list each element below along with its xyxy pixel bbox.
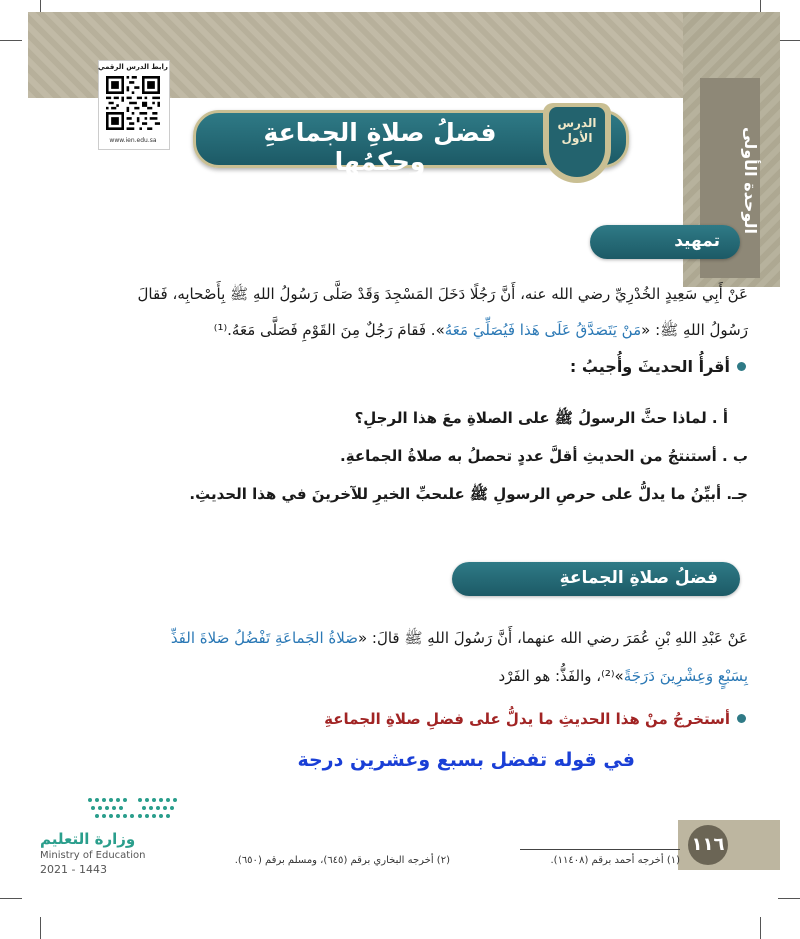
footnote-divider <box>520 849 680 850</box>
lesson-title: فضلُ صلاةِ الجماعةِ وحكمُها <box>263 118 497 176</box>
crop-mark <box>40 917 41 939</box>
crop-mark <box>0 40 22 41</box>
hadith-2-suffix: »⁽²⁾، والفَذُّ: هو الفَرْد <box>498 667 624 685</box>
ministry-name-ar: وزارة التعليم <box>40 830 136 848</box>
footnote-1: (١) أخرجه أحمد برقم (١١٤٠٨). <box>550 855 680 866</box>
ministry-name-en: Ministry of Education <box>40 850 146 861</box>
qr-url[interactable]: www.ien.edu.sa <box>109 137 157 144</box>
lesson-badge-label <box>549 116 605 146</box>
hadith-2-quote-1: صَلاةُ الجَماعَةِ تَفْضُلُ صَلاةَ الفَذِّ <box>170 629 358 647</box>
hadith-2-line1 <box>80 620 748 656</box>
edition-year: 2021 - 1443 <box>40 863 107 876</box>
crop-mark <box>778 40 800 41</box>
crop-mark <box>760 917 761 939</box>
qr-code-icon[interactable] <box>106 76 160 130</box>
hadith-1-suffix: ». فَقامَ رَجُلٌ مِنَ القَوْمِ فَصَلَّى مَعَهُ.⁽¹⁾ <box>213 321 445 339</box>
hadith-1-prefix: رَسُولُ اللهِ ﷺ: « <box>641 321 748 339</box>
task-read-answer: أقرأُ الحديثَ وأُجيبُ : <box>569 357 730 376</box>
ministry-logo-icon <box>85 795 180 825</box>
bullet-icon <box>737 362 746 371</box>
hadith-2-prefix: عَنْ عَبْدِ اللهِ بْنِ عُمَرَ رضي الله عنهما، أَنَّ رَسُولَ اللهِ ﷺ قالَ: « <box>357 629 748 647</box>
lesson-badge-line1: الدرس <box>557 116 597 130</box>
question-b: ب . أستنتجُ من الحديثِ أقلَّ عددٍ تحصلُ به صلاةُ الجماعةِ. <box>340 447 748 465</box>
footnote-2: (٢) أخرجه البخاري برقم (٦٤٥)، ومسلم برقم (٦٥٠). <box>234 855 450 866</box>
hadith-2-quote-2: بِسَبْعٍ وَعِشْرِينَ دَرَجَةً <box>623 667 748 685</box>
qr-label: رابط الدرس الرقمي <box>98 63 168 71</box>
section-heading-virtue: فضلُ صلاةِ الجماعةِ <box>559 568 718 588</box>
hadith-1-quote: مَنْ يَتَصَدَّقُ عَلَى هَذا فَيُصَلِّيَ مَعَهُ <box>444 321 642 339</box>
section-heading-intro: تمهيد <box>674 231 720 251</box>
bullet-icon <box>737 714 746 723</box>
crop-mark <box>778 898 800 899</box>
hadith-1-line2 <box>80 312 748 348</box>
crop-mark <box>0 898 22 899</box>
question-a: أ . لماذا حثَّ الرسولُ ﷺ على الصلاةِ معَ هذا الرجلِ؟ <box>354 409 728 427</box>
student-answer[interactable]: في قوله تفضل بسبع وعشرين درجة <box>297 749 635 771</box>
page-number: ١١٦ <box>688 825 728 865</box>
question-c: جـ. أبيِّنُ ما يدلُّ على حرصِ الرسولِ ﷺ علىحبِّ الخيرِ للآخرينَ في هذا الحديثِ. <box>189 485 748 503</box>
hadith-1-line1: عَنْ أَبِي سَعِيدٍ الخُدْرِيِّ رضي الله عنه، أَنَّ رَجُلًا دَخَلَ المَسْجِدَ وَقَدْ صَلَّى رَسُولُ اللهِ ﷺ بِأَصْحابِه، فَقالَ <box>137 285 748 303</box>
task-extract: أستخرجُ منْ هذا الحديثِ ما يدلُّ على فضلِ صلاةِ الجماعةِ <box>324 710 730 728</box>
unit-label: الوحدة الأولى <box>741 126 760 234</box>
lesson-badge-line2: الأول <box>561 131 593 145</box>
hadith-2-line2 <box>80 658 748 694</box>
